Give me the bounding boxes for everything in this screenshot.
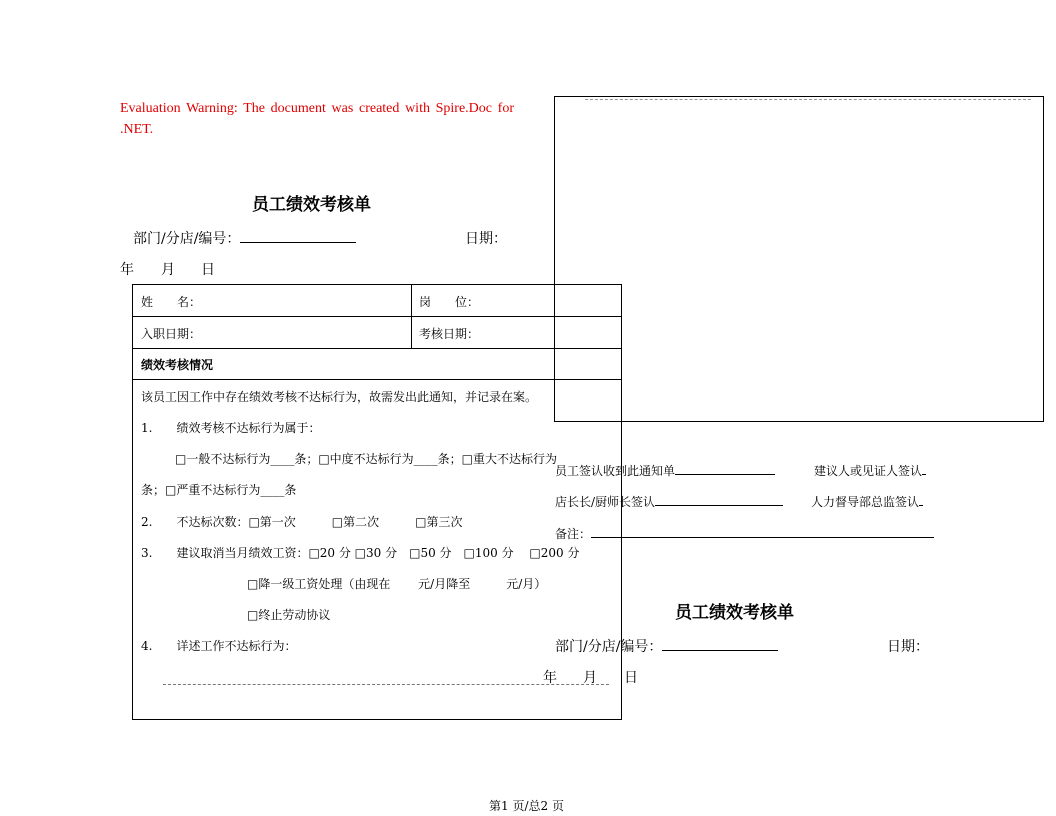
second-day-label: 日 [624,670,638,686]
evaluation-warning: Evaluation Warning: The document was created with Spire.Doc for .NET. [120,101,514,137]
item1-options-line2[interactable]: 条；□严重不达标行为____条 [141,483,297,497]
manager-sign [555,491,783,510]
overlay-frame [554,96,1044,422]
second-dept-label [555,636,778,656]
second-month-label: 月 [583,670,597,686]
manager-sign-line[interactable] [655,491,783,506]
performance-form-table [132,284,622,720]
hr-sign [811,491,923,510]
page-footer: 第1 页/总2 页 [489,799,564,813]
employee-sign-line[interactable] [675,460,775,475]
item1-options-line1[interactable]: □一般不达标行为____条；□中度不达标行为____条；□重大不达标行为 [175,452,558,466]
column-divider [411,285,412,349]
name-label: 姓 名： [141,295,202,309]
hr-sign-label: 人力督导部总监签认 [811,495,920,509]
employee-sign-label: 员工签认收到此通知单 [555,464,676,478]
item2-count[interactable]: 2. 不达标次数：□第一次 □第二次 □第三次 [141,515,463,529]
frame-dotted-line [585,99,1031,100]
witness-sign-label: 建议人或见证人签认 [814,464,923,478]
position-label: 岗 位： [419,295,480,309]
employee-sign [555,460,775,479]
intro-text: 该员工因工作中存在绩效考核不达标行为，故需发出此通知，并记录在案。 [141,390,538,404]
table-row [133,317,621,349]
day-label: 日 [201,262,215,278]
hire-date-label: 入职日期： [141,327,202,341]
dept-input-line[interactable] [240,228,356,243]
item3-demotion[interactable]: □降一级工资处理（由现在 元/月降至 元/月） [247,577,547,591]
section-title: 绩效考核情况 [141,358,214,372]
hr-sign-line[interactable] [919,491,923,506]
table-row [133,285,621,317]
second-date-label: 日期： [887,639,929,655]
remarks-label: 备注： [555,527,592,541]
form-title: 员工绩效考核单 [252,195,371,215]
dept-label [133,228,356,248]
manager-sign-label: 店长长/厨师长签认 [555,495,656,509]
item3-terminate[interactable]: □终止劳动协议 [247,608,331,622]
second-dept-input-line[interactable] [662,636,778,651]
date-label: 日期： [465,231,507,247]
review-date-label: 考核日期： [419,327,480,341]
remarks-line[interactable] [591,523,934,538]
second-form-title: 员工绩效考核单 [675,603,794,623]
item3-deduction[interactable]: 3. 建议取消当月绩效工资：□20 分 □30 分 □50 分 □100 分 □200 分 [141,546,580,560]
year-label: 年 [120,262,134,278]
second-year-label: 年 [543,670,557,686]
witness-sign [814,460,926,479]
item4-detail-label: 4. 详述工作不达标行为： [141,639,297,653]
second-dept-label-text: 部门/分店/编号： [555,639,663,655]
dept-label-text: 部门/分店/编号： [133,231,241,247]
remarks [555,523,934,542]
month-label: 月 [161,262,175,278]
witness-sign-line[interactable] [922,460,926,475]
item1-label: 1. 绩效考核不达标行为属于： [141,421,321,435]
